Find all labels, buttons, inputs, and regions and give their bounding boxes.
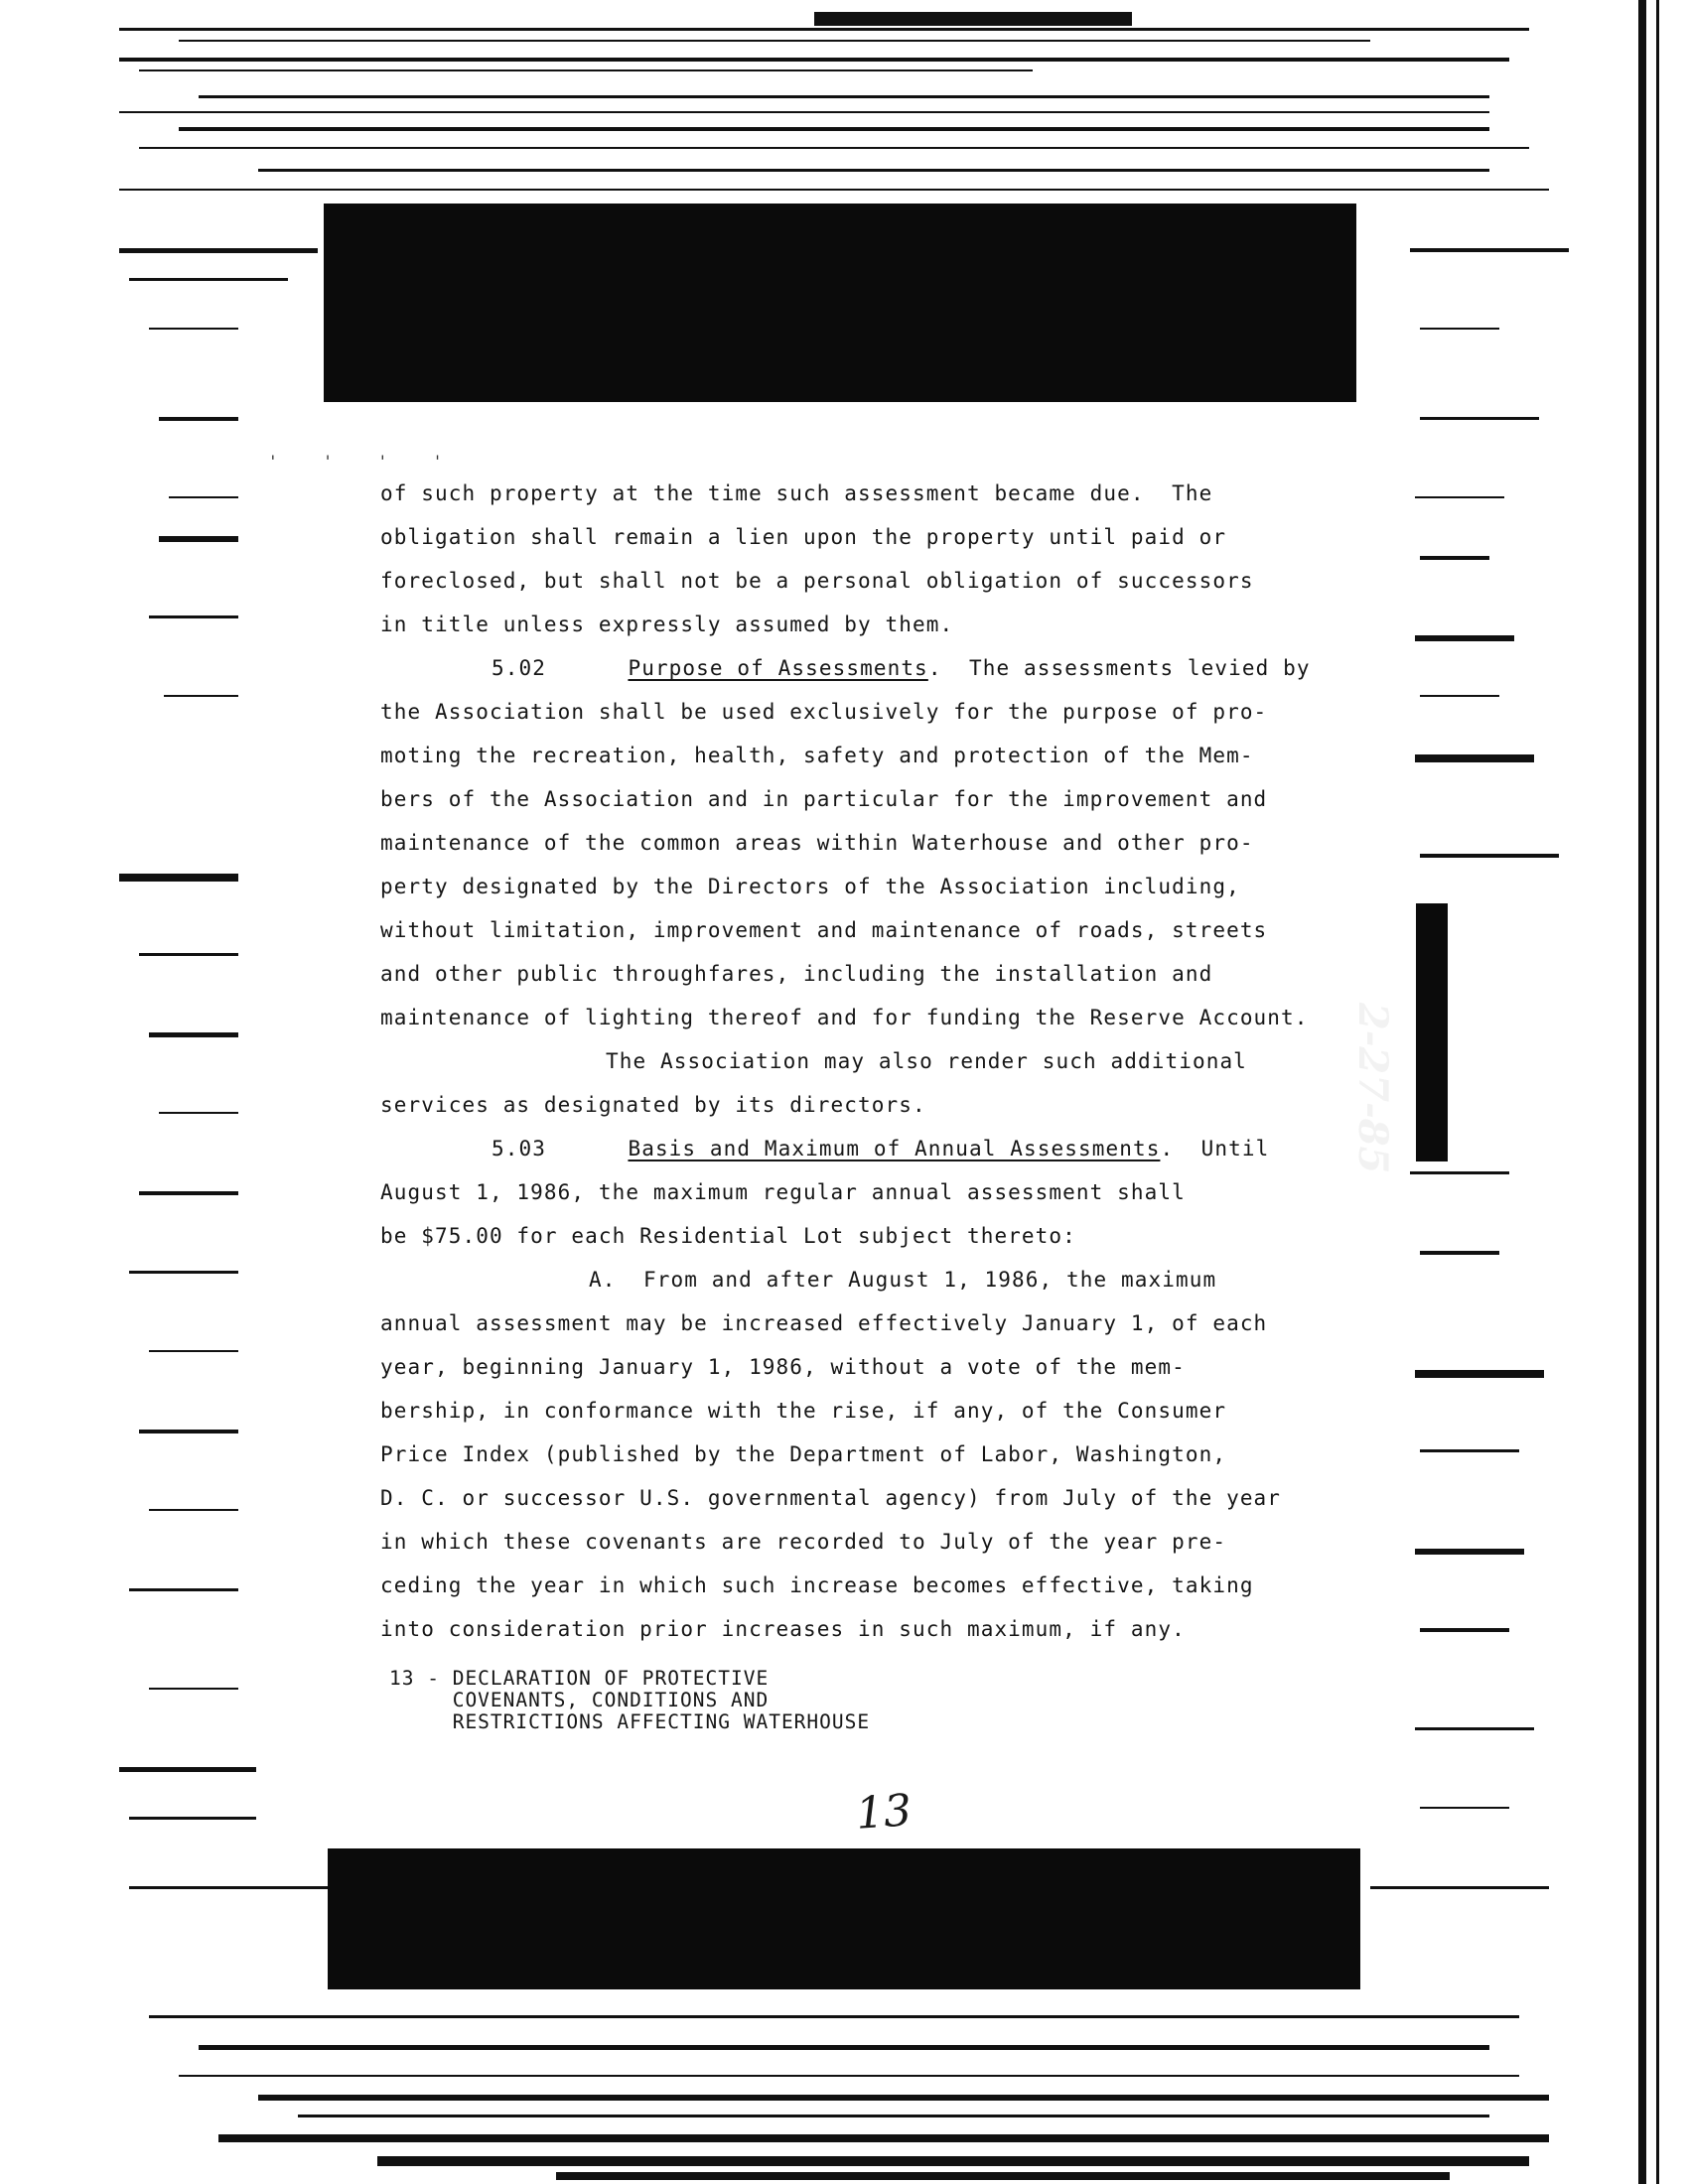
scan-black-band-bottom (328, 1848, 1360, 1989)
body-line: in which these covenants are recorded to July of the year pre- (380, 1530, 1227, 1554)
body-line: moting the recreation, health, safety and protection of the Mem- (380, 744, 1254, 767)
body-line: bership, in conformance with the rise, if any, of the Consumer (380, 1399, 1227, 1423)
body-line: perty designated by the Directors of the Association including, (380, 875, 1240, 898)
body-line: Price Index (published by the Department of Labor, Washington, (380, 1442, 1227, 1466)
body-line: services as designated by its directors. (380, 1093, 926, 1117)
section-text: . The assessments levied by (927, 656, 1311, 680)
body-line: ceding the year in which such increase becomes effective, taking (380, 1573, 1254, 1597)
handwritten-page-number: 13 (854, 1785, 914, 1840)
subsection-a-line: A. From and after August 1, 1986, the maximum (589, 1268, 1217, 1292)
body-line: be $75.00 for each Residential Lot subject thereto: (380, 1224, 1076, 1248)
body-line: August 1, 1986, the maximum regular annual assessment shall (380, 1180, 1186, 1204)
section-heading: Purpose of Assessments (628, 656, 928, 680)
section-heading: Basis and Maximum of Annual Assessments (628, 1137, 1161, 1160)
body-line: the Association shall be used exclusively for the purpose of pro- (380, 700, 1268, 724)
body-line: maintenance of the common areas within Waterhouse and other pro- (380, 831, 1254, 855)
handwritten-date: 2-27-85 (1349, 1003, 1396, 1174)
section-number: 5.03 (492, 1137, 546, 1160)
body-line: annual assessment may be increased effectively January 1, of each (380, 1311, 1268, 1335)
section-number: 5.02 (492, 656, 546, 680)
body-line: obligation shall remain a lien upon the property until paid or (380, 525, 1227, 549)
footer-line-2: COVENANTS, CONDITIONS AND (452, 1689, 770, 1711)
body-line: maintenance of lighting thereof and for funding the Reserve Account. (380, 1006, 1309, 1029)
body-line: in title unless expressly assumed by them. (380, 613, 954, 636)
document-footer (389, 1668, 870, 1733)
footer-line-1: DECLARATION OF PROTECTIVE (452, 1667, 770, 1690)
body-line: year, beginning January 1, 1986, without a vote of the mem- (380, 1355, 1186, 1379)
footer-line-3: RESTRICTIONS AFFECTING WATERHOUSE (452, 1710, 871, 1733)
body-line: of such property at the time such assessment became due. The (380, 481, 1213, 505)
scan-black-band-top (324, 204, 1356, 402)
scan-black-band-side (1416, 903, 1448, 1161)
scan-tick-marks: ' ' ' ' (268, 452, 461, 471)
body-line: bers of the Association and in particular for the improvement and (380, 787, 1268, 811)
body-line: and other public throughfares, including the installation and (380, 962, 1213, 986)
body-line: into consideration prior increases in such maximum, if any. (380, 1617, 1186, 1641)
body-line: D. C. or successor U.S. governmental agency) from July of the year (380, 1486, 1282, 1510)
section-text: . Until (1160, 1137, 1270, 1160)
body-line: The Association may also render such additional (606, 1049, 1247, 1073)
section-5-02-heading-line (492, 653, 1311, 683)
section-5-03-heading-line (492, 1134, 1269, 1163)
body-line: foreclosed, but shall not be a personal obligation of successors (380, 569, 1254, 593)
body-line: without limitation, improvement and maintenance of roads, streets (380, 918, 1268, 942)
footer-page-prefix: 13 - (389, 1667, 453, 1690)
